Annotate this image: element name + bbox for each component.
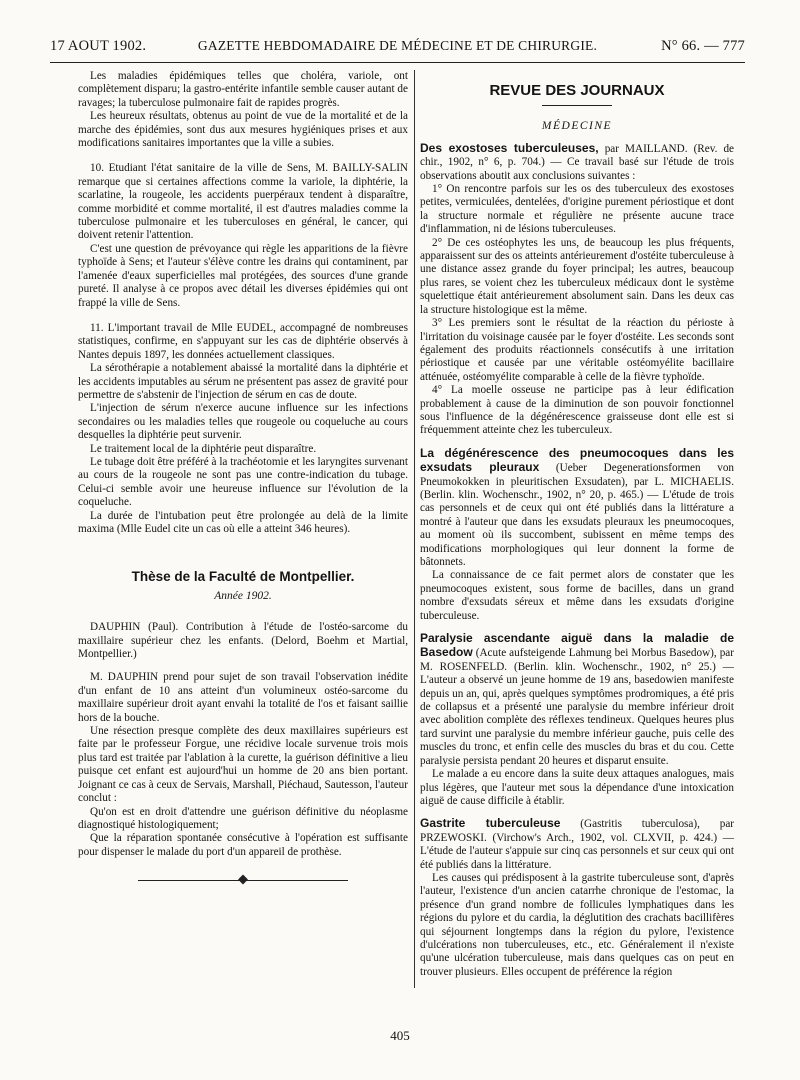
paragraph: Le tubage doit être préféré à la trachéotomie et les laryngites survenant au cours de la rougeole ne sont pas une contre-indication du tubage. Celui-ci semble avoir une heureuse influence sur l'évolution de la coqueluche. <box>78 455 408 509</box>
paragraph: Une résection presque complète des deux maxillaires supérieurs est faite par le professeur Forgue, une récidive locale survenue trois mois plus tard est traitée par l'ablation à la curette, la guérison définitive a lieu puisque cet enfant est aujourd'hui un homme de 20 ans bien portant. Joignant ce cas à ceux de Servais, Marshall, Piéchaud, Sautesson, l'auteur conclut : <box>78 725 408 805</box>
article-exostoses <box>420 142 734 183</box>
bibliographic-reference: DAUPHIN (Paul). Contribution à l'étude de l'ostéo-sarcome du maxillaire supérieur chez les enfants. (Delord, Boehm et Martial, Montpellier.) <box>78 621 408 661</box>
header-journal-title: GAZETTE HEBDOMADAIRE DE MÉDECINE ET DE CHIRURGIE. <box>197 38 598 53</box>
paragraph: La sérothérapie a notablement abaissé la mortalité dans la diphtérie et les accidents imputables au sérum ne présentent pas assez de gravité pour permettre de s'abstenir de l'injection de sérum en cas de doute. <box>78 362 408 401</box>
article-title: Paralysie ascendante aiguë dans la maladie de Basedow <box>420 631 734 660</box>
paragraph: M. DAUPHIN prend pour sujet de son travail l'observation inédite d'un enfant de 10 ans atteint d'un volumineux ostéo-sarcome du maxillaire supérieur droit ayant envahi la totalité de l'os et faisant saillie hors de la bouche. <box>78 671 408 724</box>
article-reference: (Ueber Degenerationsformen von Pneumokokken in pleuritischen Exsudaten), par L. MICHAELIS. (Berlin. klin. Wochenschr., 1902, n° 20, p. 465.) — L'étude de trois cas personnels et de ceux qui ont été publiés dans la littérature a montré à l'auteur que dans les exsudats pleuraux les pneumocoques, au moment où ils succombent, subissent en même temps des modifications morphologiques qui leur donnent la forme de bâtonnets. <box>420 462 735 568</box>
article-basedow <box>420 632 734 768</box>
ornament-divider <box>78 873 408 889</box>
section-title-these: Thèse de la Faculté de Montpellier. <box>131 569 355 585</box>
header-date: 17 AOUT 1902. <box>50 38 147 54</box>
column-divider <box>414 70 415 988</box>
article-pneumocoques <box>420 447 734 570</box>
paragraph: Qu'on est en droit d'attendre une guérison définitive du néoplasme diagnostiqué histologiquement; <box>78 805 408 831</box>
article-reference: par MAILLAND. (Rev. de chir., 1902, n° 6, p. 704.) — Ce travail basé sur l'étude de trois observations aboutit aux conclusions suivantes : <box>420 142 735 182</box>
paragraph: L'injection de sérum n'exerce aucune influence sur les infections secondaires ou les maladies telles que rougeole ou coqueluche au cours desquelles la diphtérie peut survenir. <box>78 402 408 442</box>
paragraph: La connaissance de ce fait permet alors de constater que les pneumocoques existent, sous forme de bacilles, dans un grand nombre d'exsudats séreux et même dans les exsudats d'origine tuberculeuse. <box>420 569 734 622</box>
left-column <box>78 70 408 889</box>
header-issue-page: N° 66. — 777 <box>661 38 745 54</box>
header-rule <box>50 62 745 63</box>
paragraph: Que la réparation spontanée consécutive à l'opération est suffisante pour dispenser le malade du port d'un appareil de prothèse. <box>78 832 408 858</box>
paragraph: 2° De ces ostéophytes les uns, de beaucoup les plus fréquents, apparaissent sur des os atteints antérieurement d'ostéite tuberculeuse à une distance assez grande du foyer principal; les autres, beaucoup plus rares, se voient chez les tuberculeux médicaux dont le système squelettique était antérieurement absolument sain. Dans les deux cas la structure histologique est la même. <box>420 236 734 316</box>
section-medecine: MÉDECINE <box>541 120 613 133</box>
paragraph: Les maladies épidémiques telles que choléra, variole, ont complètement disparu; la gastro-entérite infantile semble causer autant de ravages; la tuberculose pulmonaire fait de rapides progrès. <box>78 70 408 109</box>
diamond-icon <box>238 875 248 885</box>
paragraph: 11. L'important travail de Mlle EUDEL, accompagné de nombreuses statistiques, confirme, en s'appuyant sur les cas de diphtérie observés à Nantes depuis 1897, les données actuellement classiques. <box>78 321 408 361</box>
paragraph: 10. Etudiant l'état sanitaire de la ville de Sens, M. BAILLY-SALIN remarque que si certaines affections comme la variole, la diphtérie, la scarlatine, la rougeole, les accidents puerpéraux tendent à disparaître, comme morbidité et comme mortalité, il est d'autres maladies comme la tuberculose pulmonaire et les tuberculoses en général, le cancer, qui doivent retenir l'attention. <box>78 162 408 242</box>
title-rule <box>542 105 612 106</box>
paragraph: Les causes qui prédisposent à la gastrite tuberculeuse sont, d'après l'auteur, l'existence d'un ancien catarrhe chronique de l'estomac, la présence d'un grand nombre de follicules lymphatiques dans les régions du pylore et du cardia, la déglutition des crachats bacillifères qui séjournent longtemps dans la région du pylore, l'existence d'ulcérations non tuberculeuses, etc., etc. Généralement il n'existe qu'une ulcération tuberculeuse, mais dans quelques cas on peut en trouver plusieurs. Elles occupent de préférence la région <box>420 871 734 978</box>
article-title: Gastrite tuberculeuse <box>420 816 561 831</box>
paragraph: 3° Les premiers sont le résultat de la réaction du périoste à l'irritation du voisinage causée par le foyer d'ostéite. Les seconds sont également des produits réactionnels consécutifs à une irritation périostique et causée par une véritable ostéomyélite bacillaire atténuée, ostéomyélite comparable à celle de la fièvre typhoïde. <box>420 317 734 383</box>
paragraph: 4° La moelle osseuse ne participe pas à leur édification probablement à cause de la diminution de son pouvoir fonctionnel sous l'influence de la dégénérescence graisseuse dont elle est si fréquemment atteinte chez les tuberculeux. <box>420 384 734 437</box>
page-header <box>50 38 745 58</box>
paragraph: 1° On rencontre parfois sur les os des tuberculeux des exostoses petites, vermiculées, dentelées, d'origine purement périostique et dont la structure normale et régulière ne présente aucune trace d'inflammation, ni de lésions tuberculeuses. <box>420 183 734 236</box>
paragraph: Le traitement local de la diphtérie peut disparaître. <box>90 442 317 455</box>
article-reference: (Acute aufsteigende Lahmung bei Morbus Basedow), par M. ROSENFELD. (Berlin. klin. Wochenschr., 1902, n° 25.) — L'auteur a observé un jeune homme de 19 ans, basedowien manifeste depuis un an, qui, après quelques symptômes prodromiques, a été pris de collapsus et a présenté une paralysie du membre inférieur droit avec abolition complète des réflexes tendineux. Quelques heures plus tard survint une paralysie du membre inférieur gauche, puis celle des muscles du tronc, et enfin celle des muscles du bras et du cou. Cette paralysie persista pendant 20 heures et disparut ensuite. <box>420 647 734 767</box>
paragraph: La durée de l'intubation peut être prolongée au delà de la limite maxima (Mlle Eudel cite un cas où elle a atteint 346 heures). <box>78 509 408 535</box>
article-gastrite <box>420 817 734 872</box>
paragraph: C'est une question de prévoyance qui règle les apparitions de la fièvre typhoïde à Sens; et l'auteur s'élève contre les drains qui contaminent, par l'amenée d'eaux superficielles mal protégées, des sources d'une grande pureté. Il analyse à ce propos avec détail les diverses épidémies qui ont frappé la ville de Sens. <box>78 242 408 309</box>
these-year: Année 1902. <box>214 589 272 602</box>
revue-des-journaux-title: REVUE DES JOURNAUX <box>489 82 665 99</box>
right-column <box>420 70 734 979</box>
article-title: Des exostoses tuberculeuses, <box>420 140 599 155</box>
article-title: La dégénérescence des pneumocoques dans les exsudats pleuraux <box>420 445 734 475</box>
page-number: 405 <box>390 1028 410 1043</box>
paragraph: Le malade a eu encore dans la suite deux attaques analogues, mais plus légères, que l'auteur met sous la dépendance d'une intoxication aiguë de cause difficile à établir. <box>420 768 734 807</box>
paragraph: Les heureux résultats, obtenus au point de vue de la mortalité et de la marche des épidémies, sont dus aux mesures hygiéniques prises et aux modifications sanitaires importantes que la ville a subies. <box>78 110 408 150</box>
article-reference: (Gastritis tuberculosa), par PRZEWOSKI. (Virchow's Arch., 1902, vol. CLXVII, p. 424.) — L'étude de l'auteur s'appuie sur cinq cas personnels et sur ceux qui ont été publiés dans la littérature. <box>420 818 735 871</box>
